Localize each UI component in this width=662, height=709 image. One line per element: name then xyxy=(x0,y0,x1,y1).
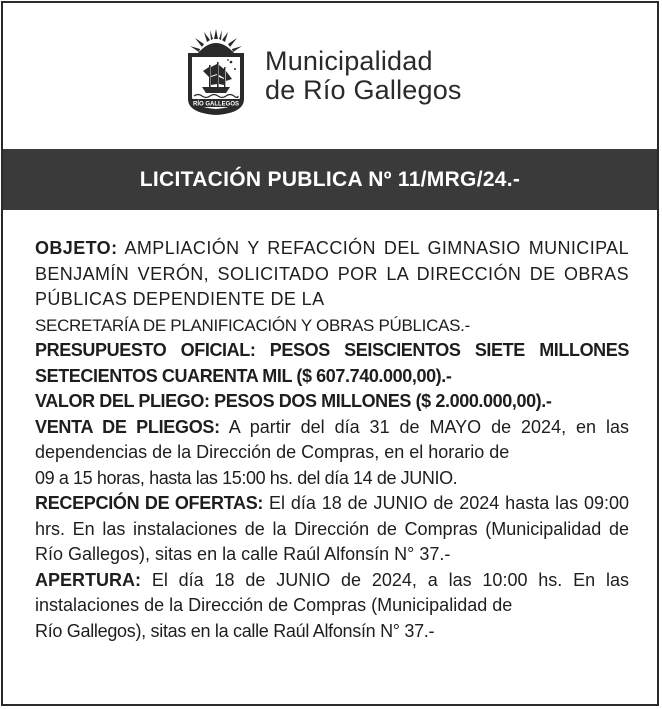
municipal-seal-icon xyxy=(184,27,248,117)
recepcion-paragraph xyxy=(35,491,629,568)
municipality-name xyxy=(265,47,462,105)
tender-title-banner: LICITACIÓN PUBLICA Nº 11/MRG/24.- xyxy=(3,149,657,210)
objeto-text: AMPLIACIÓN Y REFACCIÓN DEL GIMNASIO MUNICIPAL BENJAMÍN VERÓN, SOLICITADO POR LA DIRECCIÓN DE OBRAS PÚBLICAS DEPENDIENTE DE LA xyxy=(35,238,629,309)
seal-label: RÍO GALLEGOS xyxy=(192,101,240,108)
objeto-label: OBJETO: xyxy=(35,238,118,258)
apertura-text: El día 18 de JUNIO de 2024, a las 10:00 hs. En las instalaciones de la Dirección de Compras (Municipalidad de xyxy=(35,569,629,615)
header xyxy=(3,3,657,149)
notice-body xyxy=(35,236,629,644)
venta-label: VENTA DE PLIEGOS: xyxy=(35,416,220,437)
apertura-text-last: Río Gallegos), sitas en la calle Raúl Alfonsín N° 37.- xyxy=(35,620,435,641)
presupuesto-oficial: PRESUPUESTO OFICIAL: PESOS SEISCIENTOS SIETE MILLONES SETECIENTOS CUARENTA MIL ($ 607.740.000,00).- xyxy=(35,340,629,386)
venta-text: A partir del día 31 de MAYO de 2024, en las dependencias de la Dirección de Compras, en el horario de xyxy=(35,416,629,462)
venta-text-last: 09 a 15 horas, hasta las 15:00 hs. del día 14 de JUNIO. xyxy=(35,467,458,488)
recepcion-label: RECEPCIÓN DE OFERTAS: xyxy=(35,493,264,513)
valor-del-pliego: VALOR DEL PLIEGO: PESOS DOS MILLONES ($ 2.000.000,00).- xyxy=(35,391,552,411)
objeto-text-last: SECRETARÍA DE PLANIFICACIÓN Y OBRAS PÚBLICAS.- xyxy=(35,315,470,335)
apertura-label: APERTURA: xyxy=(35,569,141,590)
brand-line-1: Municipalidad xyxy=(265,46,433,76)
apertura-paragraph xyxy=(35,568,629,645)
notice-frame xyxy=(1,1,659,706)
brand-line-2: de Río Gallegos xyxy=(265,75,462,105)
venta-paragraph xyxy=(35,415,629,492)
objeto-paragraph xyxy=(35,236,629,338)
recepcion-text: El día 18 de JUNIO de 2024 hasta las 09:00 hrs. En las instalaciones de la Dirección de Compras (Municipalidad de Río Gallegos), sitas en la calle Raúl Alfonsín N° 37.- xyxy=(35,493,630,564)
